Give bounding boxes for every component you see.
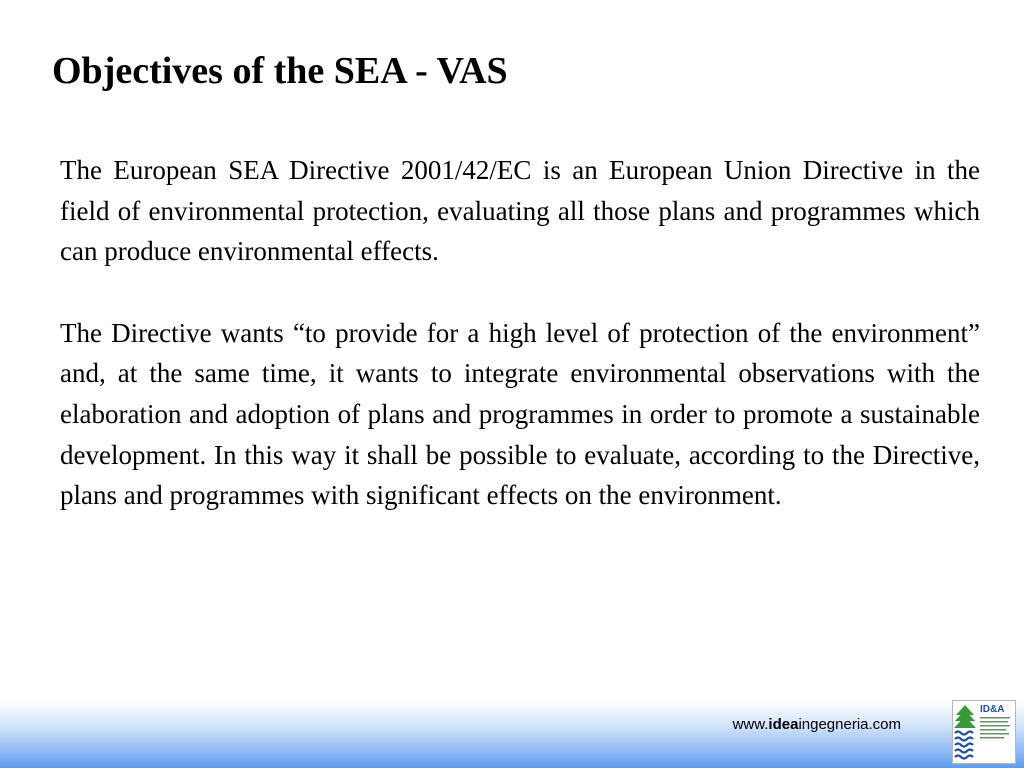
ida-logo-icon [952, 700, 1016, 764]
footer-band [0, 700, 1024, 768]
website-bold: idea [768, 716, 799, 733]
paragraph-2: The Directive wants “to provide for a high level of protection of the environment” and, at the same time, it wants to integrate environmental observations with the elaboration and adoption of plans and programmes in order to promote a sustainable development. In this way it shall be possible to evaluate, according to the Directive, plans and programmes with significant effects on the environment. [60, 317, 980, 511]
website-link[interactable] [733, 716, 901, 733]
website-suffix: ingegneria.com [798, 716, 901, 733]
slide-title: Objectives of the SEA - VAS [52, 50, 508, 92]
website-prefix: www. [732, 716, 769, 733]
slide-body [60, 150, 980, 557]
logo-graphic [953, 701, 1015, 763]
paragraph-1: The European SEA Directive 2001/42/EC is an European Union Directive in the field of environmental protection, evaluating all those plans and programmes which can produce environmental effects. [60, 155, 980, 267]
logo-text: ID&A [980, 704, 1005, 715]
